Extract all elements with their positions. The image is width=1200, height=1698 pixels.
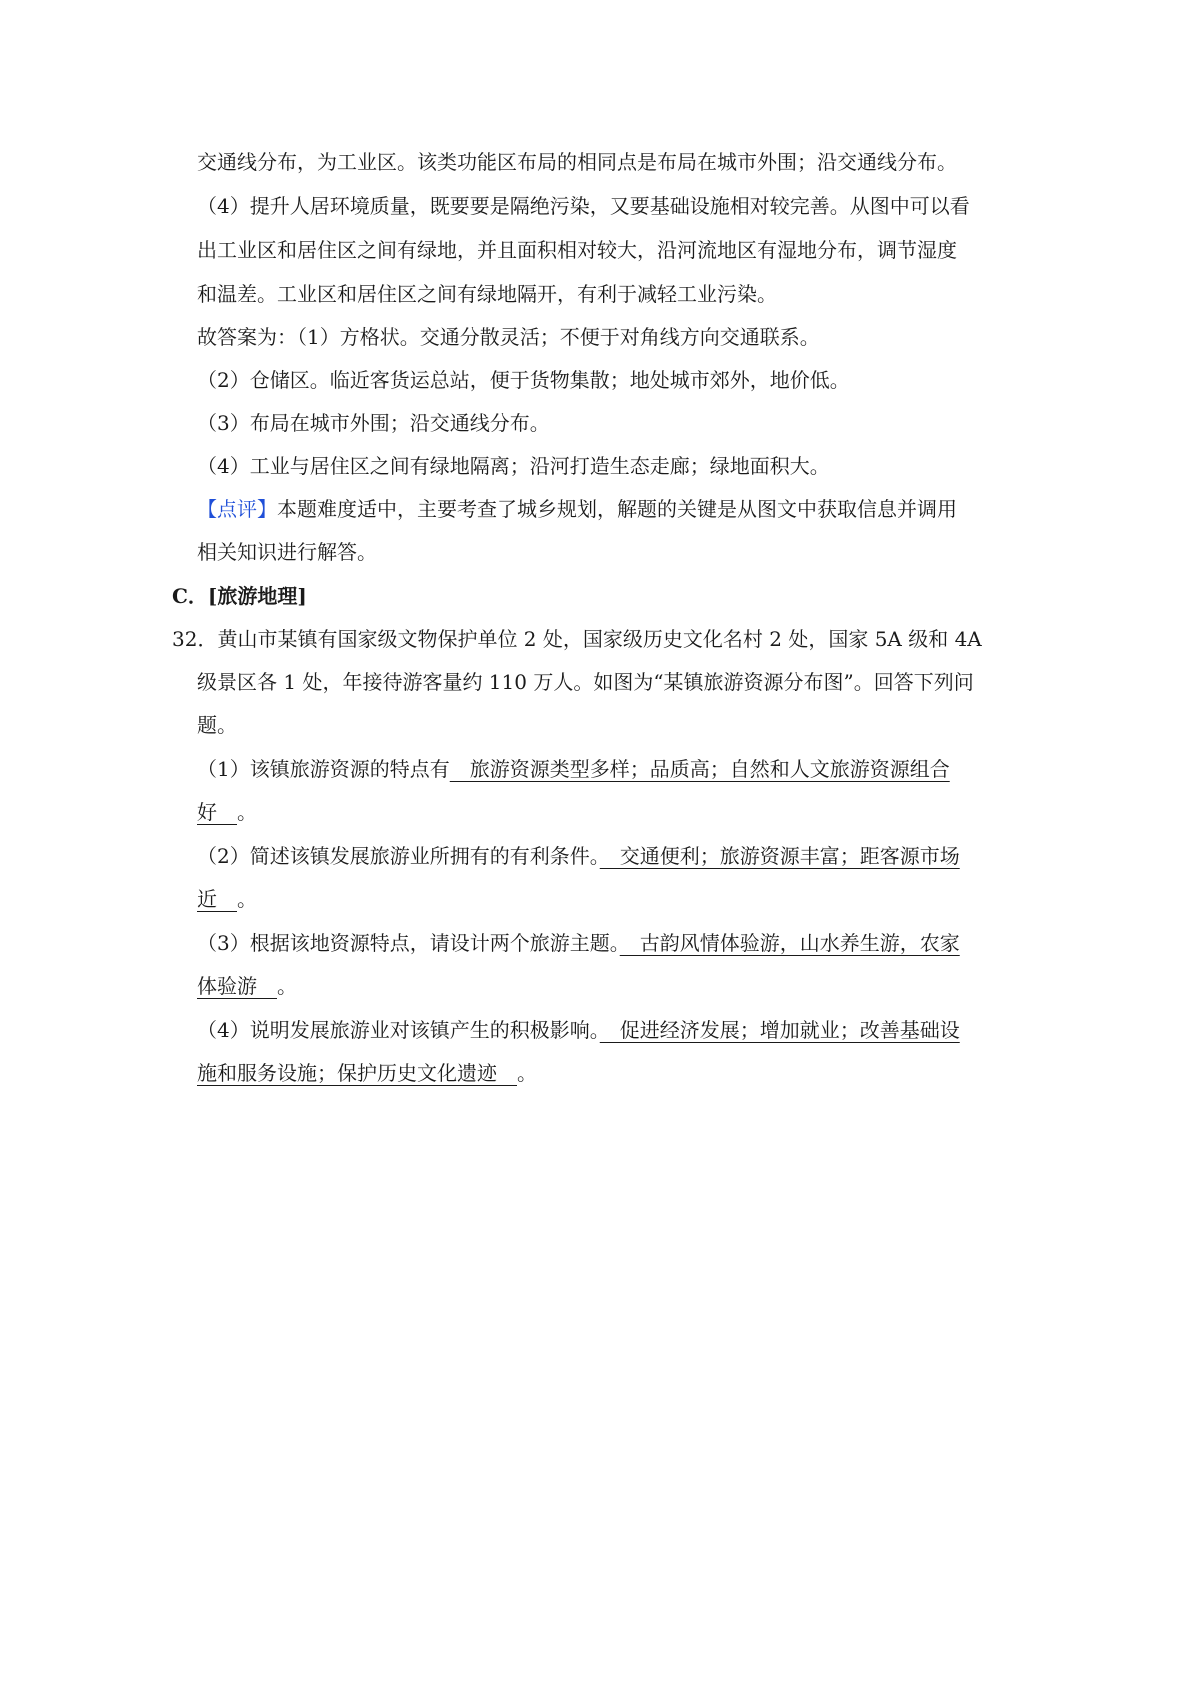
comment-text: 本题难度适中，主要考查了城乡规划，解题的关键是从图文中获取信息并调用 [277,497,957,521]
answer-text: 体验游 [197,974,277,998]
answer-line: （2）仓储区。临近客货运总站，便于货物集散；地处城市郊外，地价低。 [197,368,850,392]
sub-question-text: （4）说明发展旅游业对该镇产生的积极影响。 [197,1018,600,1042]
answer-text: 施和服务设施；保护历史文化遗迹 [197,1061,517,1085]
text-line: 和温差。工业区和居住区之间有绿地隔开，有利于减轻工业污染。 [197,282,777,306]
comment-label: 【点评】 [197,497,277,521]
question-number: 32． [172,627,218,651]
punctuation: 。 [517,1061,537,1085]
comment-line [197,495,957,523]
question-32-line [172,625,982,653]
sub-question-3-cont [197,972,297,1000]
comment-line: 相关知识进行解答。 [197,540,377,564]
text-line: 交通线分布，为工业区。该类功能区布局的相同点是布局在城市外围；沿交通线分布。 [197,150,957,174]
sub-question-text: （3）根据该地资源特点，请设计两个旅游主题。 [197,931,620,955]
section-heading: C．[旅游地理] [172,584,307,608]
text-line: （4）提升人居环境质量，既要要是隔绝污染，又要基础设施相对较完善。从图中可以看 [197,194,970,218]
sub-question-text: （1）该镇旅游资源的特点有 [197,757,450,781]
answer-text: 促进经济发展；增加就业；改善基础设 [599,1018,960,1042]
answer-text: 交通便利；旅游资源丰富；距客源市场 [599,844,960,868]
punctuation: 。 [237,887,257,911]
question-stem: 级景区各 1 处，年接待游客量约 110 万人。如图为“某镇旅游资源分布图”。回答下列问 [197,670,974,694]
punctuation: 。 [277,974,297,998]
sub-question-4-cont [197,1059,537,1087]
sub-question-2-cont [197,885,257,913]
sub-question-1-cont [197,798,257,826]
answer-text: 旅游资源类型多样；品质高；自然和人文旅游资源组合 [449,757,950,781]
answer-text: 近 [197,887,237,911]
sub-question-2 [197,842,960,870]
sub-question-1 [197,755,950,783]
question-stem: 黄山市某镇有国家级文物保护单位 2 处，国家级历史文化名村 2 处，国家 5A 级和 4A [217,627,982,651]
answer-line: （4）工业与居住区之间有绿地隔离；沿河打造生态走廊；绿地面积大。 [197,454,830,478]
answer-line: （3）布局在城市外围；沿交通线分布。 [197,411,550,435]
text-line: 出工业区和居住区之间有绿地，并且面积相对较大，沿河流地区有湿地分布，调节湿度 [197,238,957,262]
sub-question-3 [197,929,960,957]
sub-question-4 [197,1016,960,1044]
answer-text: 好 [197,800,237,824]
question-stem: 题。 [197,713,237,737]
answer-summary-line: 故答案为：（1）方格状。交通分散灵活；不便于对角线方向交通联系。 [197,325,820,349]
sub-question-text: （2）简述该镇发展旅游业所拥有的有利条件。 [197,844,600,868]
answer-text: 古韵风情体验游，山水养生游，农家 [619,931,960,955]
punctuation: 。 [237,800,257,824]
